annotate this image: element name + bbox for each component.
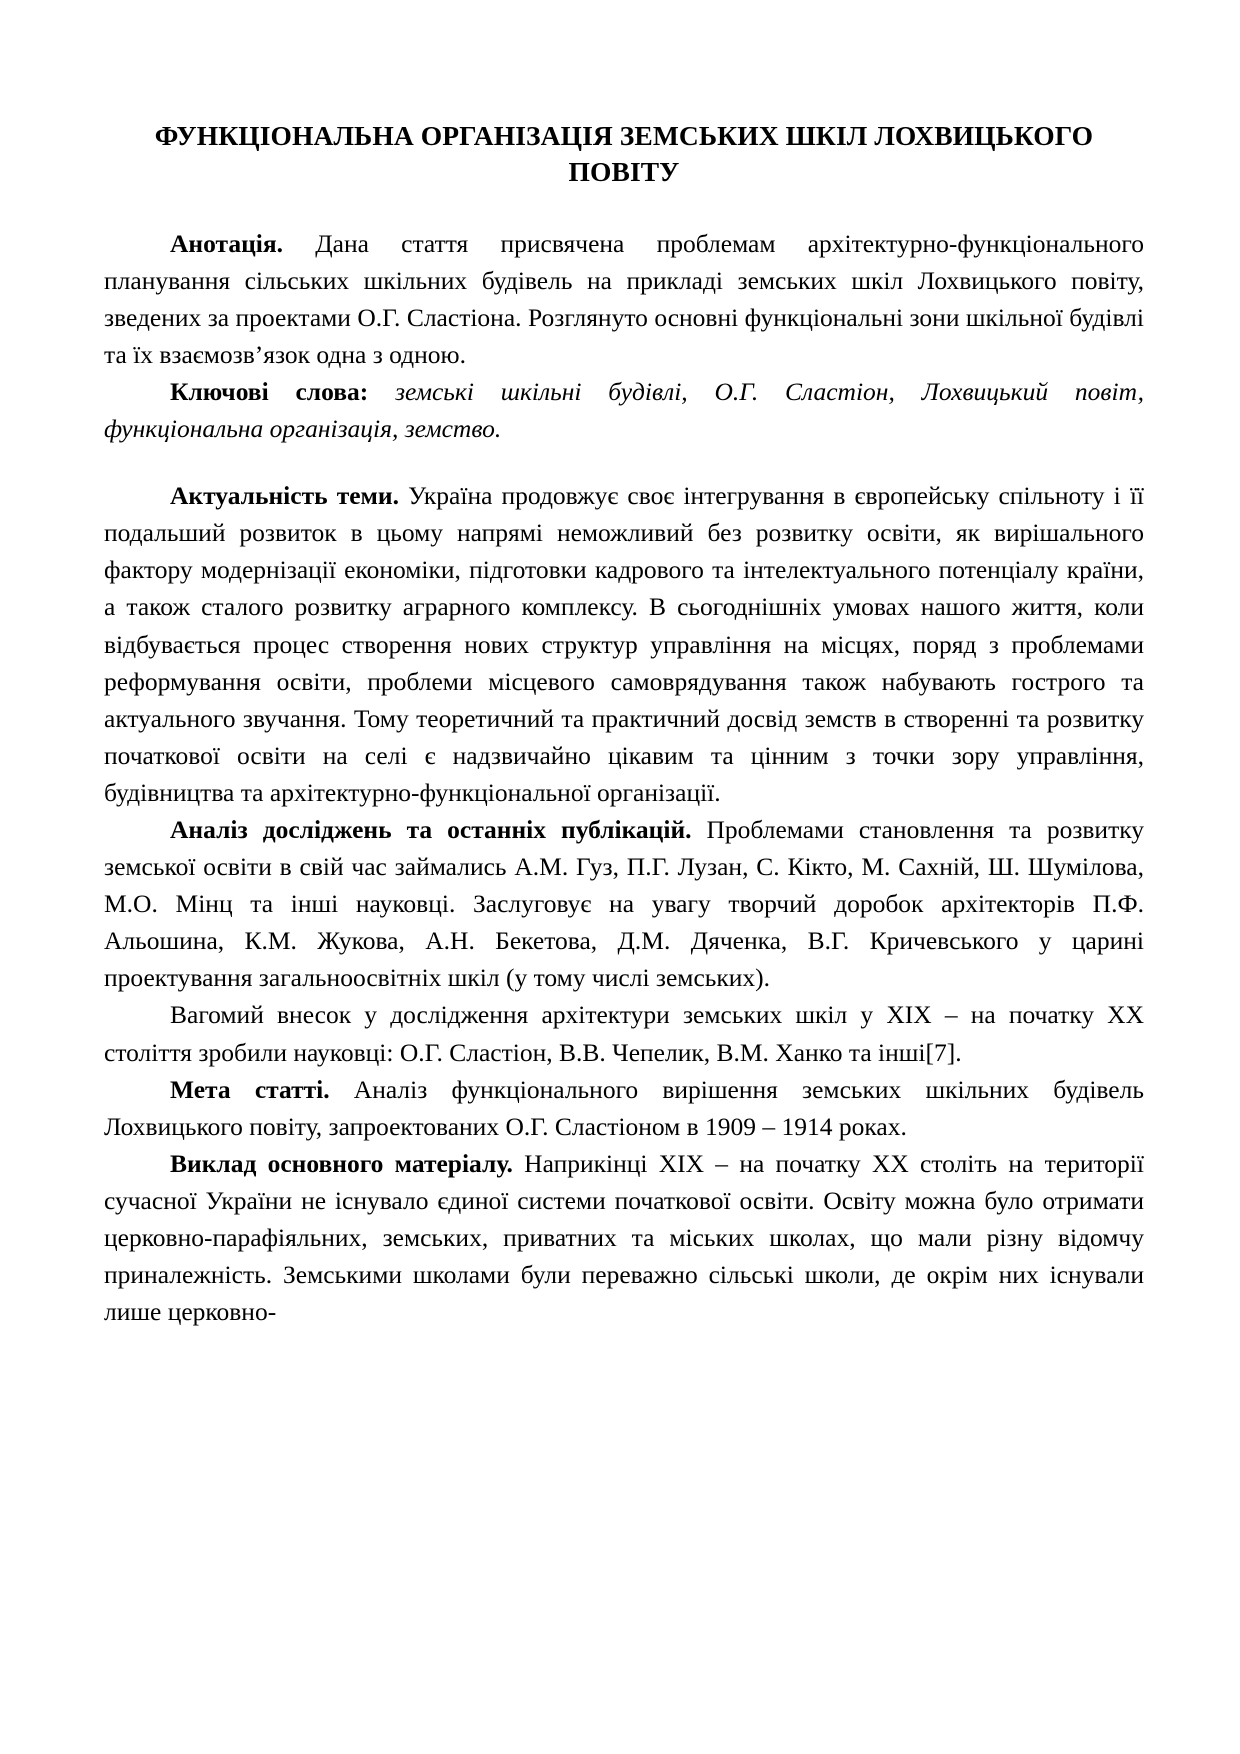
section-spacer xyxy=(104,447,1144,477)
keywords-heading: Ключові слова: xyxy=(170,376,369,406)
relevance-paragraph xyxy=(104,477,1144,811)
main-material-body: Наприкінці XIX – на початку XX століть на території сучасної України не існувало єдиної системи початкової освіти. Освіту можна було отримати церковно-парафіяльних, земських, приватних та міських школах, що мали різну відомчу приналежність. Земськими школами були переважно сільські школи, де окрім них існували лише церковно- xyxy=(104,1148,1144,1327)
page-title: ФУНКЦІОНАЛЬНА ОРГАНІЗАЦІЯ ЗЕМСЬКИХ ШКІЛ ЛОХВИЦЬКОГО ПОВІТУ xyxy=(154,120,1094,188)
analysis-paragraph xyxy=(104,811,1144,996)
abstract-body: Дана стаття присвячена проблемам архітектурно-функціонального планування сільських шкільних будівель на прикладі земських шкіл Лохвицького повіту, зведених за проектами О.Г. Сластіона. Розглянуто основні функціональні зони шкільної будівлі та їх взаємозв’язок одна з одною. xyxy=(104,228,1144,369)
relevance-body: Україна продовжує своє інтегрування в європейську спільноту і її подальший розвиток в цьому напрямі неможливий без розвитку освіти, як вирішального фактору модернізації економіки, підготовки кадрового та інтелектуального потенціалу країни, а також сталого розвитку аграрного комплексу. В сьогоднішніх умовах нашого життя, коли відбувається процес створення нових структур управління на місцях, поряд з проблемами реформування освіти, проблеми місцевого самоврядування також набувають гострого та актуального звучання. Тому теоретичний та практичний досвід земств в створенні та розвитку початкової освіти на селі є надзвичайно цікавим та цінним з точки зору управління, будівництва та архітектурно-функціональної організації. xyxy=(104,481,1144,807)
analysis-heading: Аналіз досліджень та останніх публікацій. xyxy=(170,815,692,844)
relevance-heading: Актуальність теми. xyxy=(170,481,399,511)
purpose-paragraph xyxy=(104,1071,1144,1145)
abstract-paragraph xyxy=(104,225,1144,373)
keywords-paragraph xyxy=(104,373,1144,447)
main-material-paragraph xyxy=(104,1145,1144,1330)
contribution-body: Вагомий внесок у дослідження архітектури земських шкіл у XIX – на початку XX століття зробили науковці: О.Г. Сластіон, В.В. Чепелик, В.М. Ханко та інші[7]. xyxy=(104,1000,1144,1067)
purpose-heading: Мета статті. xyxy=(170,1074,330,1104)
main-material-heading: Виклад основного матеріалу. xyxy=(170,1148,513,1178)
purpose-body: Аналіз функціонального вирішення земських шкільних будівель Лохвицького повіту, запроектованих О.Г. Сластіоном в 1909 – 1914 роках. xyxy=(104,1074,1144,1141)
contribution-paragraph xyxy=(104,996,1144,1070)
abstract-heading: Анотація. xyxy=(170,228,284,258)
keywords-body: земські шкільні будівлі, О.Г. Сластіон, Лохвицький повіт, функціональна організація, земство. xyxy=(104,376,1144,444)
analysis-body: Проблемами становлення та розвитку земської освіти в свій час займались А.М. Гуз, П.Г. Лузан, С. Кікто, М. Сахній, Ш. Шумілова, М.О. Мінц та інші науковці. Заслуговує на увагу творчий доробок архітекторів П.Ф. Альошина, К.М. Жукова, А.Н. Бекетова, Д.М. Дяченка, В.Г. Кричевського у царині проектування загальноосвітніх шкіл (у тому числі земських). xyxy=(104,815,1144,993)
